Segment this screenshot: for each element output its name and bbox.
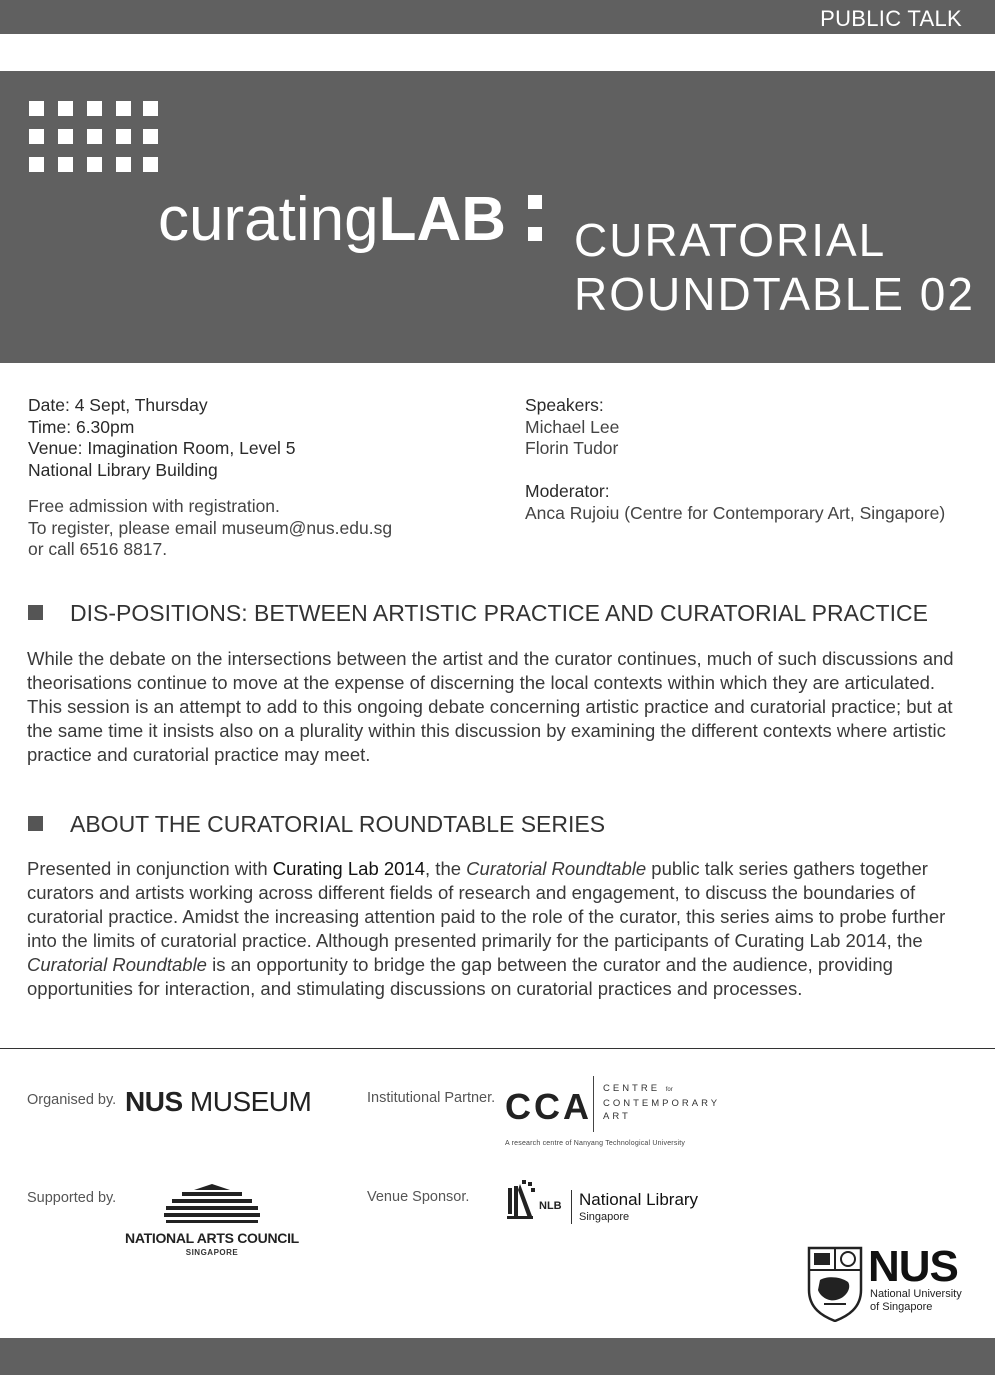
nlb-sub: Singapore [579, 1211, 630, 1223]
cca-tagline: A research centre of Nanyang Technological University [505, 1140, 686, 1147]
body-text: is an opportunity to bridge the gap between the curator and the audience, providing opportunities for interaction, and stimulating discussions on curatorial practices and processes. [27, 954, 893, 999]
moderator-label: Moderator: [525, 481, 610, 501]
section-body-series [27, 857, 962, 1001]
nac-logo-icon [124, 1182, 300, 1226]
nus-wordmark: NUS [868, 1242, 958, 1291]
section-body-dispositions: While the debate on the intersections between the artist and the curator continues, much of such discussions and theorisations continue to move at the expense of discerning the local contexts within which they are articulated. This session is an attempt to add to this ongoing debate concerning artistic practice and curatorial practice; but at the same time it insists also on a plurality within this discussion by examining the different contexts where artistic practice and curatorial practice may meet. [27, 648, 954, 765]
nlb-name: National Library [579, 1190, 699, 1209]
title-colon [528, 187, 546, 249]
body-text: , the [425, 858, 467, 879]
event-details [28, 395, 296, 481]
square-bullet-icon [28, 816, 43, 831]
register-text: To register, please email museum@nus.edu.sg [28, 517, 393, 538]
section-heading-dispositions [28, 600, 928, 627]
bottom-bar [0, 1338, 995, 1375]
section-heading-series [28, 811, 605, 838]
public-talk-tag: PUBLIC TALK [820, 6, 962, 31]
nus-line: of Singapore [870, 1301, 933, 1313]
venue-sponsor-label: Venue Sponsor. [367, 1189, 470, 1205]
nus-museum-light: MUSEUM [182, 1086, 312, 1117]
page-subtitle [574, 213, 975, 321]
section-heading-text: DIS-POSITIONS: BETWEEN ARTISTIC PRACTICE AND CURATORIAL PRACTICE [70, 600, 928, 626]
section-heading-text: ABOUT THE CURATORIAL ROUNDTABLE SERIES [70, 811, 606, 837]
event-building: National Library Building [28, 459, 218, 480]
admission-text: Free admission with registration. [28, 496, 280, 516]
nus-line: National University [870, 1288, 962, 1300]
nlb-logo-icon [505, 1180, 539, 1222]
title-light: curating [158, 185, 379, 254]
nus-logo [806, 1242, 976, 1326]
speakers-block [525, 395, 619, 460]
nus-crest-icon [806, 1246, 864, 1322]
nlb-logo [505, 1180, 725, 1230]
organised-label: Organised by. [27, 1092, 117, 1108]
speaker-name: Michael Lee [525, 416, 620, 437]
registration-info [28, 496, 392, 561]
partner-label: Institutional Partner. [367, 1090, 496, 1106]
page-title [158, 185, 506, 254]
cca-word: ART [603, 1111, 631, 1122]
nlb-abbr: NLB [539, 1200, 562, 1212]
square-bullet-icon [28, 605, 43, 620]
cca-word: CONTEMPORARY [603, 1098, 721, 1109]
cca-word: CENTRE [603, 1083, 661, 1094]
event-date: Date: 4 Sept, Thursday [28, 395, 208, 415]
nac-name: NATIONAL ARTS COUNCIL [125, 1230, 299, 1246]
nus-museum-bold: NUS [125, 1086, 183, 1117]
nac-logo [124, 1182, 304, 1262]
subtitle-line-2: ROUNDTABLE 02 [574, 268, 975, 320]
body-text: public talk series gathers together curators and artists working across different fields of research and engagement, to discuss the boundaries of curatorial practice. Amidst the increasing attention paid to the role of the curator, this series aims to probe further into the limits of curatorial practice. Although presented primarily for the participants of Curating Lab 2014, the [27, 858, 946, 951]
supported-label: Supported by. [27, 1190, 117, 1206]
cca-logo [505, 1076, 725, 1156]
title-bold: LAB [378, 185, 506, 254]
grid-dots-icon [29, 101, 161, 173]
footer-divider [0, 1048, 995, 1049]
cca-words [603, 1082, 720, 1123]
speaker-name: Florin Tudor [525, 438, 619, 458]
subtitle-line-1: CURATORIAL [574, 214, 887, 266]
cca-word-for: for [665, 1087, 673, 1093]
nus-museum-logo [125, 1086, 311, 1118]
event-time: Time: 6.30pm [28, 416, 135, 437]
moderator-block [525, 481, 945, 524]
speakers-label: Speakers: [525, 395, 604, 415]
cca-letters: CCA [505, 1086, 592, 1127]
hero-banner [0, 71, 995, 363]
body-highlight: Curating Lab 2014 [272, 858, 426, 879]
nus-fullname [870, 1288, 962, 1314]
moderator-name: Anca Rujoiu (Centre for Contemporary Art, Singapore) [525, 502, 946, 523]
top-bar [0, 0, 995, 34]
nac-sub: SINGAPORE [185, 1248, 239, 1257]
event-venue: Venue: Imagination Room, Level 5 [28, 438, 296, 458]
body-italic: Curatorial Roundtable [466, 858, 647, 879]
body-text: Presented in conjunction with [27, 858, 273, 879]
call-text: or call 6516 8817. [28, 539, 168, 559]
body-italic: Curatorial Roundtable [27, 954, 207, 975]
